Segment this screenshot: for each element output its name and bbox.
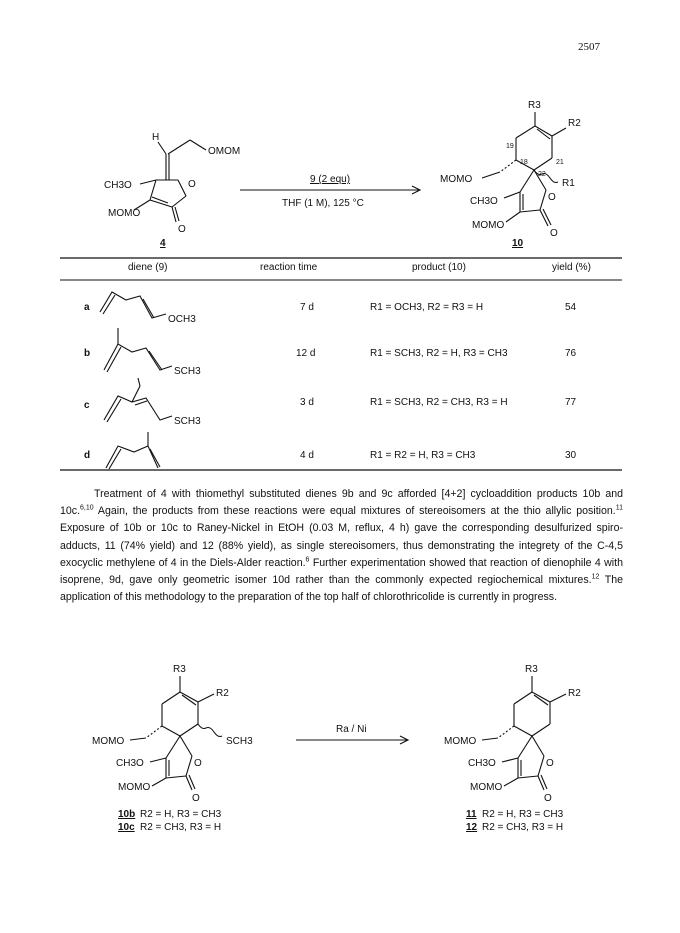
text-run: Again, the products from these reactions were equal mixtures of stereoisomers at the thio allylic position. (93, 505, 616, 518)
citation: 6,10 (80, 504, 94, 512)
row-yield: 30 (565, 450, 577, 461)
row-product: R1 = SCH3, R2 = H, R3 = CH3 (370, 348, 508, 359)
citation: 12 (591, 573, 600, 581)
table-header-product: product (10) (412, 262, 466, 273)
reactant-h-label: H (152, 132, 160, 143)
product-carbonyl-o-label: O (550, 228, 558, 239)
product-r2-label: R2 (568, 118, 581, 129)
compound-label-12: 12 (466, 822, 478, 833)
row-time: 3 d (300, 397, 314, 408)
row-id: d (84, 450, 91, 461)
citation: 6 (305, 556, 310, 564)
product-momo-top-label: MOMO (440, 174, 473, 185)
row-id: b (84, 348, 91, 359)
diene-b-structure (104, 328, 172, 372)
product-10-structure (482, 112, 566, 226)
left-sch3-label: SCH3 (226, 736, 253, 747)
compound-10c-desc: R2 = CH3, R3 = H (140, 822, 222, 833)
compound-10b-desc: R2 = H, R3 = CH3 (140, 809, 222, 820)
right-carbonyl-o-label: O (544, 793, 552, 804)
product-r3-label: R3 (528, 100, 541, 111)
product-momo-label: MOMO (472, 220, 505, 231)
compound-11-desc: R2 = H, R3 = CH3 (482, 809, 564, 820)
diene-c-substituent: SCH3 (174, 416, 201, 427)
reactant-ch3o-label: CH3O (104, 180, 132, 191)
compound-label-11: 11 (466, 809, 477, 820)
left-r3-label: R3 (173, 664, 186, 675)
reactant-omom-label: OMOM (208, 146, 241, 157)
text-run: Exposure of 10b or 10c to Raney-Nickel in EtOH (0.03 M, reflux, 4 h) gave the corresponding desulfurized spiro-adducts, 11 (74% yield) and 12 (88% yield), as single stereoisomers, thus demonstrating the integrety of the C-4,5 exocyclic methylene of 4 in the Diels-Alder reaction. (60, 522, 623, 569)
row-product: R1 = SCH3, R2 = CH3, R3 = H (370, 397, 508, 408)
table-header-time: reaction time (260, 262, 318, 273)
left-momo-top-label: MOMO (92, 736, 125, 747)
row-product: R1 = OCH3, R2 = R3 = H (370, 302, 484, 313)
row-yield: 54 (565, 302, 577, 313)
compound-label-4: 4 (160, 238, 166, 249)
text-run: Treatment of 4 with thiomethyl substituted dienes 9b and 9c afforded [4+2] cycloaddition products 10b and 10c. (60, 488, 623, 518)
conditions-bottom: THF (1 M), 125 °C (282, 198, 364, 209)
left-ring-o-label: O (194, 758, 202, 769)
reactant-momo-label: MOMO (108, 208, 141, 219)
product-r1-label: R1 (562, 178, 575, 189)
row-yield: 77 (565, 397, 577, 408)
diene-b-substituent: SCH3 (174, 366, 201, 377)
diene-c-structure (104, 378, 172, 422)
diene-a-structure (100, 292, 166, 318)
row-time: 4 d (300, 450, 314, 461)
row-product: R1 = R2 = H, R3 = CH3 (370, 450, 476, 461)
left-ch3o-label: CH3O (116, 758, 144, 769)
compound-label-10b: 10b (118, 809, 136, 820)
product-c21-label: 21 (556, 159, 564, 166)
compound-label-10: 10 (512, 238, 524, 249)
row-id: a (84, 302, 90, 313)
right-momo-top-label: MOMO (444, 736, 477, 747)
compound-12-desc: R2 = CH3, R3 = H (482, 822, 564, 833)
product-c18-label: 18 (520, 159, 528, 166)
product-c19-label: 19 (506, 143, 514, 150)
right-r2-label: R2 (568, 688, 581, 699)
row-time: 12 d (296, 348, 316, 359)
product-ch3o-label: CH3O (470, 196, 498, 207)
compound-label-10c: 10c (118, 822, 135, 833)
citation: 11 (615, 504, 623, 512)
row-id: c (84, 400, 90, 411)
left-carbonyl-o-label: O (192, 793, 200, 804)
product-c22-label: 22 (538, 171, 546, 178)
diene-a-substituent: OCH3 (168, 314, 196, 325)
reactant-carbonyl-o-label: O (178, 224, 186, 235)
conditions-top: 9 (2 equ) (310, 174, 351, 185)
diene-d-structure (106, 432, 160, 469)
reagent-label: Ra / Ni (336, 724, 367, 735)
reactant-ring-o-label: O (188, 179, 196, 190)
row-time: 7 d (300, 302, 314, 313)
row-yield: 76 (565, 348, 577, 359)
table-header-yield: yield (%) (552, 262, 591, 273)
text-run: Further experimentation showed that reaction of dienophile 4 with isoprene, 9d, gave only geometric isomer 10d rather than the commonly expected regiochemical mixtures. (60, 556, 623, 587)
product-ring-o-label: O (548, 192, 556, 203)
body-paragraph (60, 486, 623, 606)
right-ch3o-label: CH3O (468, 758, 496, 769)
table-header-diene: diene (9) (128, 262, 168, 273)
right-r3-label: R3 (525, 664, 538, 675)
right-momo-label: MOMO (470, 782, 503, 793)
page-number: 2507 (578, 41, 600, 53)
text-run: The application of this methodology to the preparation of the top half of chlorothricolide is currently in progress. (60, 574, 623, 604)
right-ring-o-label: O (546, 758, 554, 769)
left-momo-label: MOMO (118, 782, 151, 793)
left-r2-label: R2 (216, 688, 229, 699)
